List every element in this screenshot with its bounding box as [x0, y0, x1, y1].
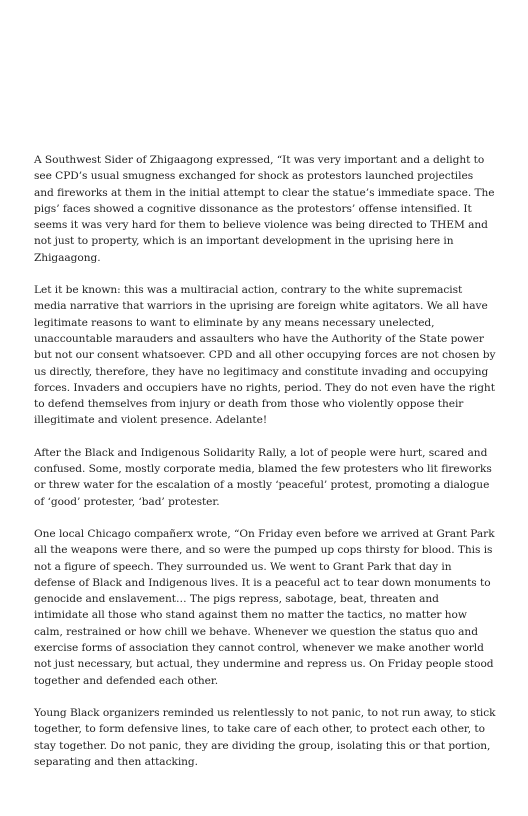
paragraph-chicago-companerx: One local Chicago compañerx wrote, “On Friday even before we arrived at Grant Park all the weapons were there, and so were the pumped up cops thirsty for blood. This is not a figure of speech. They surrounded us. We went to Grant Park that day in defense of Black and Indigenous lives. It is a peaceful act to tear down monuments to genocide and enslavement… The pigs repress, sabotage, beat, threaten and intimidate all those who stand against them no matter the tactics, no matter how calm, restrained or how chill we behave. Whenever we question the status quo and exercise forms of association they cannot control, whenever we make another world not just necessary, but actual, they undermine and repress us. On Friday people stood together and defended each other.	[34, 527, 495, 687]
paragraph-multiracial-action: Let it be known: this was a multiracial action, contrary to the white supremacist media narrative that warriors in the uprising are foreign white agitators. We all have legitimate reasons to want to eliminate by any means necessary unelected, unaccountable marauders and assaulters who have the Authority of the State power but not our consent whatsoever. CPD and all other occupying forces are not chosen by us directly, therefore, they have no legitimacy and constitute invading and occupying forces. Invaders and occupiers have no rights, period. They do not even have the right to defend themselves from injury or death from those who violently oppose their illegitimate and violent presence. Adelante!	[34, 284, 496, 427]
paragraph-southwest-sider: A Southwest Sider of Zhigaagong expressed, “It was very important and a delight to see CPD’s usual smugness exchanged for shock as protestors launched projectiles and fireworks at them in the initial attempt to clear the statue’s immediate space. The pigs’ faces showed a cognitive dissonance as the protestors’ offense intensified. It seems it was very hard for them to believe violence was being directed to THEM and not just to property, which is an important development in the uprising here in Zhigaagong.	[34, 154, 495, 264]
paragraph-young-black-organizers: Young Black organizers reminded us relentlessly to not panic, to not run away, to stick together, to form defensive lines, to take care of each other, to protect each other, to stay together. Do not panic, they are dividing the group, isolating this or that portion, separating and then attacking.	[34, 706, 496, 768]
paragraph-solidarity-rally: After the Black and Indigenous Solidarity Rally, a lot of people were hurt, scared and confused. Some, mostly corporate media, blamed the few protesters who lit fireworks or threw water for the escalation of a mostly ‘peaceful’ protest, promoting a dialogue of ‘good’ protester, ‘bad’ protester.	[34, 446, 492, 508]
article-body	[34, 152, 496, 786]
